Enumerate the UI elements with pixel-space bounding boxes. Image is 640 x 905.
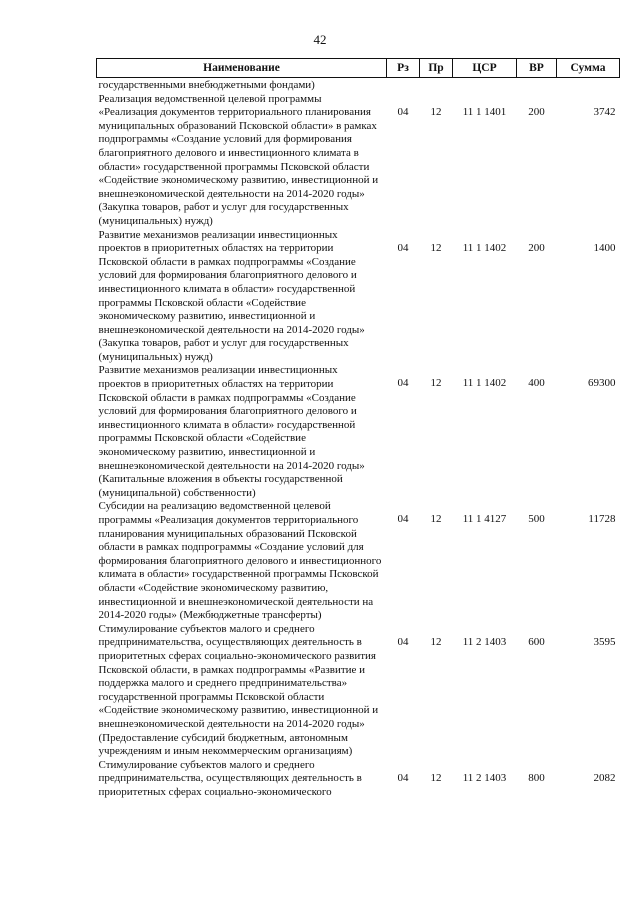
row-rz: 04 xyxy=(397,105,409,118)
table-row xyxy=(97,759,620,800)
row-pr: 12 xyxy=(430,377,442,390)
row-csr: 11 2 1403 xyxy=(462,635,507,648)
row-vr: 200 xyxy=(528,105,545,118)
table-row xyxy=(97,623,620,759)
row-sum: 69300 xyxy=(588,377,616,390)
row-sum: 3595 xyxy=(593,635,616,648)
row-csr: 11 1 4127 xyxy=(462,513,507,526)
continuation-row xyxy=(97,78,620,93)
row-sum: 2082 xyxy=(593,771,616,784)
header-name: Наименование xyxy=(97,59,387,78)
table-row xyxy=(97,229,620,365)
header-pr: Пр xyxy=(420,59,453,78)
table-header xyxy=(97,59,620,78)
row-vr: 200 xyxy=(528,241,545,254)
table-row xyxy=(97,500,620,622)
row-rz: 04 xyxy=(397,771,409,784)
header-rz: Рз xyxy=(387,59,420,78)
budget-table xyxy=(96,58,620,799)
row-sum: 3742 xyxy=(593,105,616,118)
row-rz: 04 xyxy=(397,377,409,390)
table-row xyxy=(97,364,620,500)
page-number: 42 xyxy=(313,32,327,47)
row-vr: 800 xyxy=(528,771,545,784)
row-pr: 12 xyxy=(430,241,442,254)
row-name: Реализация ведомственной целевой программы «Реализация документов территориального планирования муниципальных образований Псковской области» в рамках подпрограммы «Создание условий для формирования благоприятного делового и инвестиционного климата в области» государственной программы Псковской области «Содействие экономическому развитию, инвестиционной и внешнеэкономической деятельности на 2014-2020 годы» (Закупка товаров, работ и услуг для государственных (муниципальных) нужд) xyxy=(98,92,379,227)
row-rz: 04 xyxy=(397,513,409,526)
row-csr: 11 2 1403 xyxy=(462,771,507,784)
row-sum: 1400 xyxy=(593,241,616,254)
row-csr: 11 1 1402 xyxy=(462,377,507,390)
row-name: Субсидии на реализацию ведомственной целевой программы «Реализация документов территориального планирования муниципальных образований Псковской области в рамках подпрограммы «Создание условий для формирования благоприятного делового и инвестиционного климата в области» государственной программы Псковской области «Содействие экономическому развитию, инвестиционной и внешнеэкономической деятельности на 2014-2020 годы» (Межбюджетные трансферты) xyxy=(98,500,382,622)
table-row xyxy=(97,93,620,229)
row-rz: 04 xyxy=(397,241,409,254)
header-vr: ВР xyxy=(517,59,557,78)
row-pr: 12 xyxy=(430,513,442,526)
row-csr: 11 1 1402 xyxy=(462,241,507,254)
header-csr: ЦСР xyxy=(453,59,517,78)
row-vr: 600 xyxy=(528,635,545,648)
row-sum: 11728 xyxy=(588,513,616,526)
row-vr: 400 xyxy=(528,377,545,390)
row-rz: 04 xyxy=(397,635,409,648)
row-name: Стимулирование субъектов малого и среднего предпринимательства, осуществляющих деятельность в приоритетных сферах социально-экономического xyxy=(98,758,362,798)
row-vr: 500 xyxy=(528,513,545,526)
row-name: Развитие механизмов реализации инвестиционных проектов в приоритетных областях на территории Псковской области в рамках подпрограммы «Создание условий для формирования благоприятного делового и инвестиционного климата в области» государственной программы Псковской области «Содействие экономическому развитию, инвестиционной и внешнеэкономической деятельности на 2014-2020 годы» (Капитальные вложения в объекты государственной (муниципальной) собственности) xyxy=(98,364,365,499)
row-pr: 12 xyxy=(430,635,442,648)
row-pr: 12 xyxy=(430,771,442,784)
row-name: Развитие механизмов реализации инвестиционных проектов в приоритетных областях на территории Псковской области в рамках подпрограммы «Создание условий для формирования благоприятного делового и инвестиционного климата в области» государственной программы Псковской области «Содействие экономическому развитию, инвестиционной и внешнеэкономической деятельности на 2014-2020 годы» (Закупка товаров, работ и услуг для государственных (муниципальных) нужд) xyxy=(98,228,365,363)
row-name: Стимулирование субъектов малого и среднего предпринимательства, осуществляющих деятельность в приоритетных сферах социально-экономического развития Псковской области, в рамках подпрограммы «Развитие и поддержка малого и среднего предпринимательства» государственной программы Псковской области «Содействие экономическому развитию, инвестиционной и внешнеэкономической деятельности на 2014-2020 годы» (Предоставление субсидий бюджетным, автономным учреждениям и иным некоммерческим организациям) xyxy=(98,622,379,758)
row-csr: 11 1 1401 xyxy=(462,105,507,118)
continuation-text: государственными внебюджетными фондами) xyxy=(98,79,315,91)
row-pr: 12 xyxy=(430,105,442,118)
header-sum: Сумма xyxy=(557,59,620,78)
